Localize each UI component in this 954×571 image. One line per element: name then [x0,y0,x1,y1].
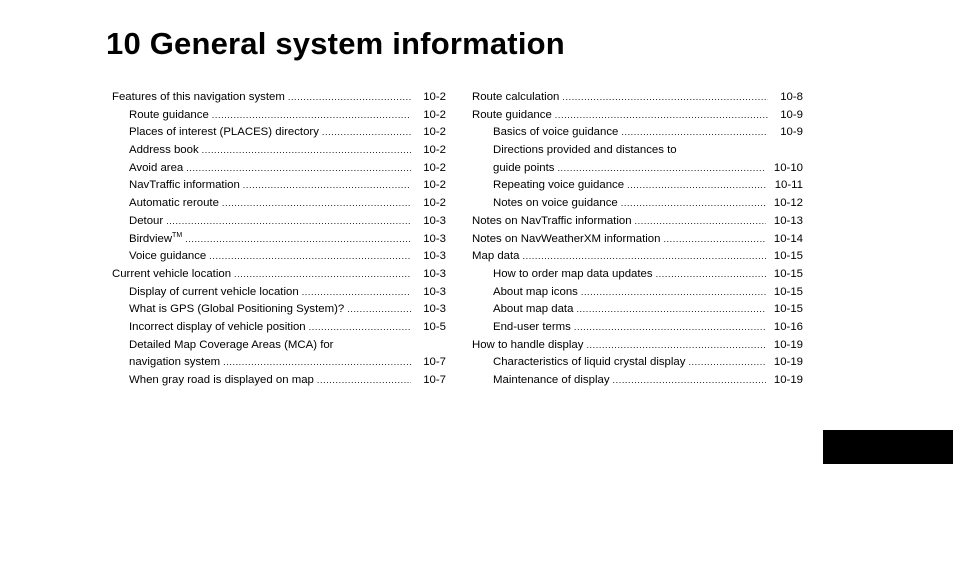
toc-page-number: 10-15 [773,285,803,298]
dot-leader [586,337,765,355]
toc-entry-label: What is GPS (Global Positioning System)? [129,303,345,316]
toc-entry-text [472,89,559,107]
dot-leader [243,177,411,195]
toc-subentry[interactable] [472,284,803,302]
toc-entry-label: Notes on NavTraffic information [472,214,632,227]
toc-subentry[interactable] [112,319,446,337]
toc-entry-text [112,89,285,107]
toc-entry-text [472,248,520,266]
dot-leader [656,266,766,284]
toc-subentry[interactable] [112,372,446,390]
toc-entry-text [129,195,219,213]
toc-subentry[interactable] [472,160,803,178]
dot-leader [317,372,411,390]
toc-entry-text [129,231,182,249]
toc-entry[interactable] [472,89,803,107]
toc-page-number: 10-14 [773,232,803,245]
toc-page-number: 10-3 [423,303,446,316]
toc-entry-text [129,319,306,337]
toc-right-column [472,89,803,390]
toc-page-number: 10-15 [773,303,803,316]
toc-entry-text [129,142,199,160]
toc-entry[interactable] [472,337,803,355]
toc-entry-label: Notes on voice guidance [493,197,618,210]
toc-entry-text [129,177,240,195]
toc-page-number: 10-16 [773,320,803,333]
toc-entry-text [493,284,578,302]
toc-entry-label: Features of this navigation system [112,91,285,103]
toc-page-number: 10-3 [423,232,446,245]
toc-entry-text [493,354,685,372]
toc-entry-text [129,124,319,142]
toc-entry-text [129,248,206,266]
dot-leader [562,89,768,107]
toc-page-number: 10-11 [774,179,803,192]
toc-subentry[interactable] [112,213,446,231]
toc-entry-label: navigation system [129,356,221,369]
toc-entry-label: Birdview [129,232,173,245]
toc-page-number: 10-2 [423,197,446,210]
toc-page-number: 10-10 [773,161,803,174]
toc-entry-text [493,124,618,142]
trademark-superscript: TM [172,231,183,239]
toc-subentry[interactable] [112,124,446,142]
toc-entry-label: About map icons [493,285,578,298]
toc-subentry[interactable] [112,195,446,213]
toc-subentry[interactable] [112,160,446,178]
toc-entry-text [493,301,573,319]
toc-entry-text [493,319,571,337]
toc-entry[interactable] [472,231,803,249]
dot-leader [557,160,765,178]
toc-entry-label: End-user terms [493,320,571,333]
toc-entry-text [129,160,183,178]
dot-leader [523,248,766,266]
toc-entry-text [112,266,231,284]
dot-leader [688,354,765,372]
toc-page-number: 10-3 [423,285,446,298]
toc-entry-text: Directions provided and distances to [493,144,677,157]
dot-leader [234,266,411,284]
dot-leader [581,284,766,302]
dot-leader [202,142,411,160]
toc-page-number: 10-2 [423,179,446,192]
toc-page-number: 10-7 [423,356,446,369]
toc-subentry[interactable] [112,142,446,160]
toc-subentry[interactable] [112,284,446,302]
toc-page-number: 10-15 [773,250,803,263]
toc-entry[interactable] [472,213,803,231]
toc-entry-text [472,213,632,231]
toc-page-number: 10-13 [773,214,803,227]
toc-entry[interactable] [472,107,803,125]
toc-entry[interactable] [472,248,803,266]
toc-entry[interactable] [112,266,446,284]
toc-entry-line[interactable] [472,142,803,160]
toc-page-number: 10-2 [423,91,446,103]
toc-entry-label: Incorrect display of vehicle position [129,320,306,333]
toc-entry-text [493,266,653,284]
toc-page-number: 10-3 [423,214,446,227]
toc-entry-label: Avoid area [129,161,184,174]
toc-subentry[interactable] [472,319,803,337]
toc-entry-label: About map data [493,303,574,316]
toc-entry-label: Current vehicle location [112,267,232,280]
toc-subentry[interactable] [112,354,446,372]
dot-leader [309,319,411,337]
toc-entry-label: Address book [129,144,199,157]
toc-page-number: 10-19 [773,374,803,386]
toc-subentry[interactable] [112,248,446,266]
toc-entry-label: NavTraffic information [129,179,240,192]
dot-leader [663,231,765,249]
dot-leader [209,248,411,266]
toc-page-number: 10-3 [423,267,446,280]
chapter-side-tab [823,430,953,464]
toc-page-number: 10-3 [423,250,446,263]
toc-entry-label: Route guidance [129,108,209,121]
toc-entry-label: Voice guidance [129,250,207,263]
dot-leader [621,124,768,142]
toc-left-column [112,89,446,390]
toc-entry-text [472,337,583,355]
dot-leader [186,160,411,178]
toc-page-number: 10-5 [423,320,446,333]
toc-entry-text [493,195,618,213]
toc-page-number: 10-7 [423,374,446,386]
toc-page-number: 10-19 [773,338,803,351]
toc-entry-text [472,231,660,249]
toc-page-number: 10-2 [423,161,446,174]
toc-entry-label: Notes on NavWeatherXM information [472,232,661,245]
dot-leader [555,107,768,125]
toc-entry-label: guide points [493,161,555,174]
toc-page-number: 10-2 [423,144,446,157]
toc-subentry[interactable] [472,195,803,213]
toc-entry-label: When gray road is displayed on map [129,374,314,386]
toc-entry-label: Detour [129,214,164,227]
dot-leader [613,372,766,390]
toc-entry-text [493,372,610,390]
toc-entry-label: Places of interest (PLACES) directory [129,126,319,139]
toc-subentry[interactable] [472,301,803,319]
toc-page-number: 10-9 [780,108,803,121]
toc-entry-text: Detailed Map Coverage Areas (MCA) for [129,338,334,351]
dot-leader [302,284,411,302]
toc-entry-label: Basics of voice guidance [493,126,619,139]
toc-page-number: 10-12 [773,197,803,210]
toc-subentry[interactable] [472,124,803,142]
toc-subentry[interactable] [472,372,803,390]
toc-subentry[interactable] [112,177,446,195]
toc-entry-label: Display of current vehicle location [129,285,299,298]
toc-subentry[interactable] [472,266,803,284]
toc-subentry[interactable] [472,177,803,195]
toc-page-number: 10-19 [773,356,803,369]
toc-entry-text [129,284,299,302]
toc-entry-text [493,177,624,195]
toc-page-number: 10-2 [423,108,446,121]
toc-page-number: 10-15 [773,267,803,280]
toc-subentry[interactable] [112,107,446,125]
dot-leader [635,213,766,231]
toc-entry-label: Characteristics of liquid crystal display [493,356,686,369]
toc-entry-text [129,107,209,125]
toc-page-number: 10-9 [780,126,803,139]
toc-entry-text [129,213,163,231]
toc-entry-text [493,160,554,178]
toc-entry-label: Route guidance [472,108,552,121]
dot-leader [288,89,411,107]
toc-entry-label: Repeating voice guidance [493,179,625,192]
toc-entry-label: Map data [472,250,520,263]
dot-leader [222,195,411,213]
toc-entry-label: Automatic reroute [129,197,219,210]
dot-leader [223,354,411,372]
toc-entry-text [472,107,552,125]
toc-subentry[interactable] [472,354,803,372]
toc-subentry[interactable] [112,301,446,319]
toc-page-number: 10-8 [780,91,803,103]
dot-leader [574,319,766,337]
dot-leader [322,124,411,142]
dot-leader [627,177,767,195]
toc-subentry[interactable] [112,231,446,249]
toc-entry-label: Route calculation [472,91,560,103]
dot-leader [621,195,766,213]
dot-leader [185,231,411,249]
toc-entry-label: How to order map data updates [493,267,653,280]
dot-leader [212,107,411,125]
dot-leader [576,301,765,319]
toc-entry-text [129,354,220,372]
toc-entry-text [129,301,344,319]
toc-entry-line[interactable] [112,337,446,355]
toc-entry[interactable] [112,89,446,107]
page-title: 10 General system information [106,26,565,61]
toc-entry-text [129,372,314,390]
dot-leader [166,213,411,231]
toc-entry-label: Maintenance of display [493,374,610,386]
toc-entry-label: How to handle display [472,338,584,351]
dot-leader [347,301,411,319]
toc-page-number: 10-2 [423,126,446,139]
